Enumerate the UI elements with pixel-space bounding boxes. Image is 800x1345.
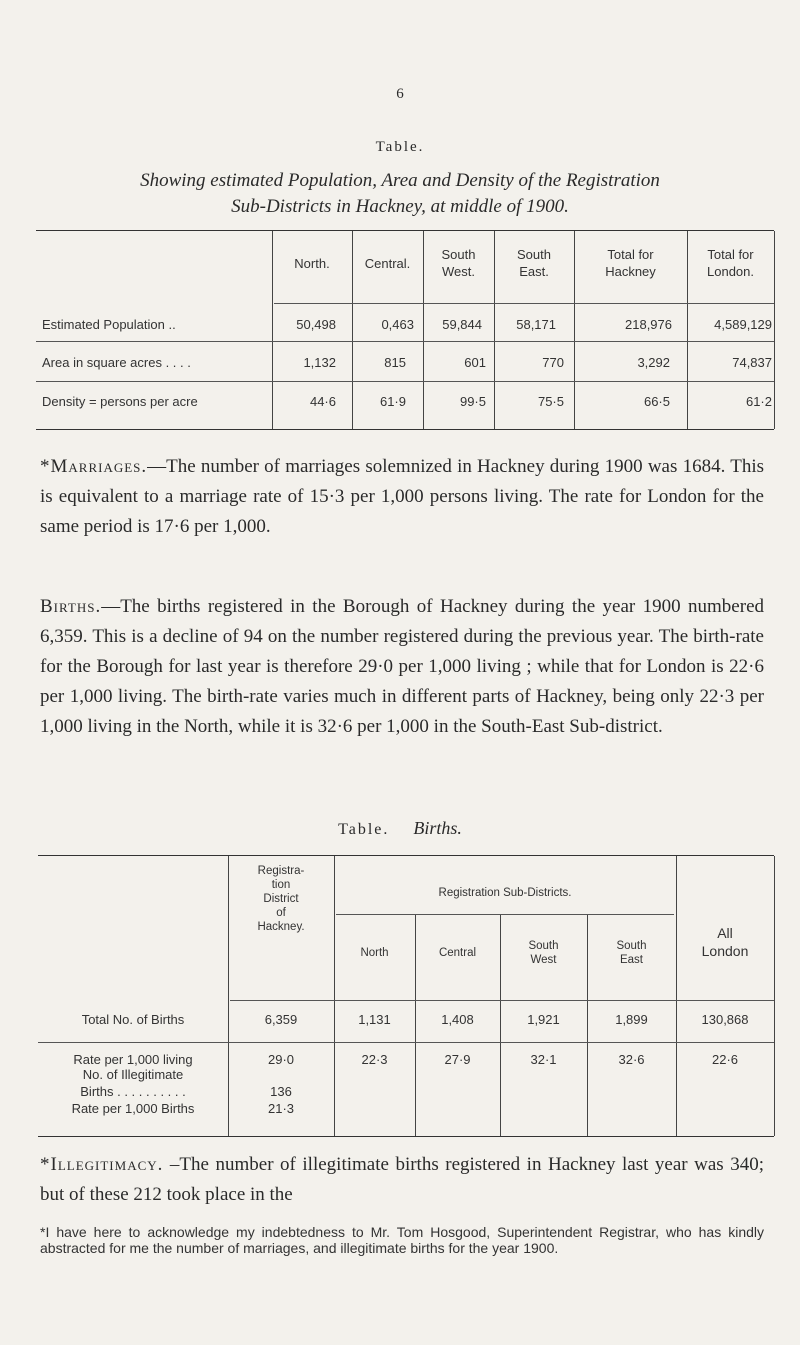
table2-col-registration-district: Registra- tion District of Hackney. — [257, 865, 305, 933]
table1-cell: 59,844 — [442, 317, 482, 332]
table2-heading: Table. — [338, 821, 390, 838]
table2-row-label: Rate per 1,000 Births — [71, 1101, 195, 1116]
births-lead: Births. — [40, 596, 102, 617]
table1-col-total-hackney: Total for Hackney — [605, 247, 656, 279]
table1-cell: 0,463 — [381, 317, 414, 332]
table2-cell: 22·3 — [361, 1052, 388, 1067]
births-text: —The births registered in the Borough of Hackney during the year 1900 numbered 6,359. This is a decline of 94 on the number registered during the previous year. The birth-rate for the Borough for last year is therefore 29·0 per 1,000 living ; while that for London is 22·6 per 1,000 living. The birth-rate varies much in different parts of Hackney, being only 22·3 per 1,000 living in the North, while it is 32·6 per 1,000 in the South-East Sub-district. — [40, 596, 764, 737]
table1-cell: 815 — [384, 355, 406, 370]
table2-col-south-east: South East — [616, 940, 647, 966]
births-table — [38, 855, 774, 1137]
table1-cell: 770 — [542, 355, 564, 370]
table1-cell: 99·5 — [459, 394, 486, 409]
table2-cell: 32·1 — [530, 1052, 557, 1067]
table2-cell: 32·6 — [618, 1052, 645, 1067]
marriages-text: —The number of marriages solemnized in Hackney during 1900 was 1684. This is equivalent to a marriage rate of 15·3 per 1,000 persons living. The rate for London for the same period is 17·6 per 1,000. — [40, 456, 764, 537]
table2-cell: 29·0 — [267, 1052, 295, 1067]
marriages-lead: *Marriages. — [40, 456, 148, 477]
table1-col-north: North. — [294, 256, 330, 271]
table2-cell: 130,868 — [701, 1012, 749, 1027]
illegitimacy-text: –The number of illegitimate births registered in Hackney last year was 340; but of these 212 took place in the — [40, 1154, 764, 1205]
table2-cell: 1,899 — [615, 1012, 648, 1027]
illegitimacy-paragraph — [40, 1150, 764, 1210]
table2-cell: 1,921 — [527, 1012, 560, 1027]
table2-row-label: Total No. of Births — [81, 1012, 185, 1027]
table1-cell: 218,976 — [625, 317, 672, 332]
table2-cell: 21·3 — [267, 1101, 295, 1116]
table1-cell: 66·5 — [643, 394, 670, 409]
table2-row-label: No. of Illegitimate — [82, 1067, 184, 1082]
table1-cell: 61·2 — [745, 394, 772, 409]
page-number: 6 — [396, 86, 404, 102]
illegitimacy-lead: *Illegitimacy. — [40, 1154, 164, 1175]
table1-cell: 74,837 — [732, 355, 772, 370]
table2-row-label: Rate per 1,000 living — [73, 1052, 193, 1067]
table1-cell: 50,498 — [296, 317, 336, 332]
table1-cell: 4,589,129 — [714, 317, 772, 332]
table1-row-label: Density = persons per acre — [42, 394, 198, 409]
births-paragraph — [40, 592, 764, 742]
table1-cell: 601 — [464, 355, 486, 370]
table1-col-south-west: South West. — [441, 247, 476, 279]
table1-col-central: Central. — [364, 256, 411, 271]
table2-cell: 136 — [270, 1084, 292, 1099]
table2-col-south-west: South West — [528, 940, 559, 966]
table1-caption-line2: Sub-Districts in Hackney, at middle of 1900. — [231, 196, 569, 217]
table1-row-label: Area in square acres . . . . — [42, 355, 191, 370]
table2-col-central: Central — [438, 947, 477, 959]
table2-heading-row — [0, 818, 800, 839]
table1-col-total-london: Total for London. — [707, 247, 754, 279]
table2-row-label: Births . . . . . . . . . . — [80, 1084, 186, 1099]
table2-cell: 1,131 — [358, 1012, 391, 1027]
table2-col-north: North — [360, 947, 389, 959]
table1-row-label: Estimated Population .. — [42, 317, 176, 332]
table1-caption-line1: Showing estimated Population, Area and Density of the Registration — [140, 170, 660, 191]
table2-col-all-london: All London — [701, 925, 749, 959]
table2-cell: 22·6 — [711, 1052, 739, 1067]
table1-cell: 44·6 — [309, 394, 336, 409]
table1-cell: 61·9 — [379, 394, 406, 409]
population-table — [36, 230, 774, 430]
marriages-paragraph — [40, 452, 764, 542]
table1-col-south-east: South East. — [517, 247, 551, 279]
table1-heading: Table. — [375, 139, 425, 155]
table2-cell: 27·9 — [444, 1052, 471, 1067]
table2-cell: 1,408 — [441, 1012, 474, 1027]
table2-heading-italic: Births. — [413, 818, 462, 838]
table1-cell: 58,171 — [516, 317, 556, 332]
footnote: *I have here to acknowledge my indebtedness to Mr. Tom Hosgood, Superintendent Registrar, who has kindly abstracted for me the number of marriages, and illegitimate births for the year 1900. — [40, 1224, 764, 1256]
table2-cell: 6,359 — [264, 1012, 298, 1027]
table1-cell: 3,292 — [637, 355, 670, 370]
table1-cell: 1,132 — [303, 355, 336, 370]
table2-col-subdistricts: Registration Sub-Districts. — [438, 887, 572, 899]
table1-cell: 75·5 — [537, 394, 564, 409]
